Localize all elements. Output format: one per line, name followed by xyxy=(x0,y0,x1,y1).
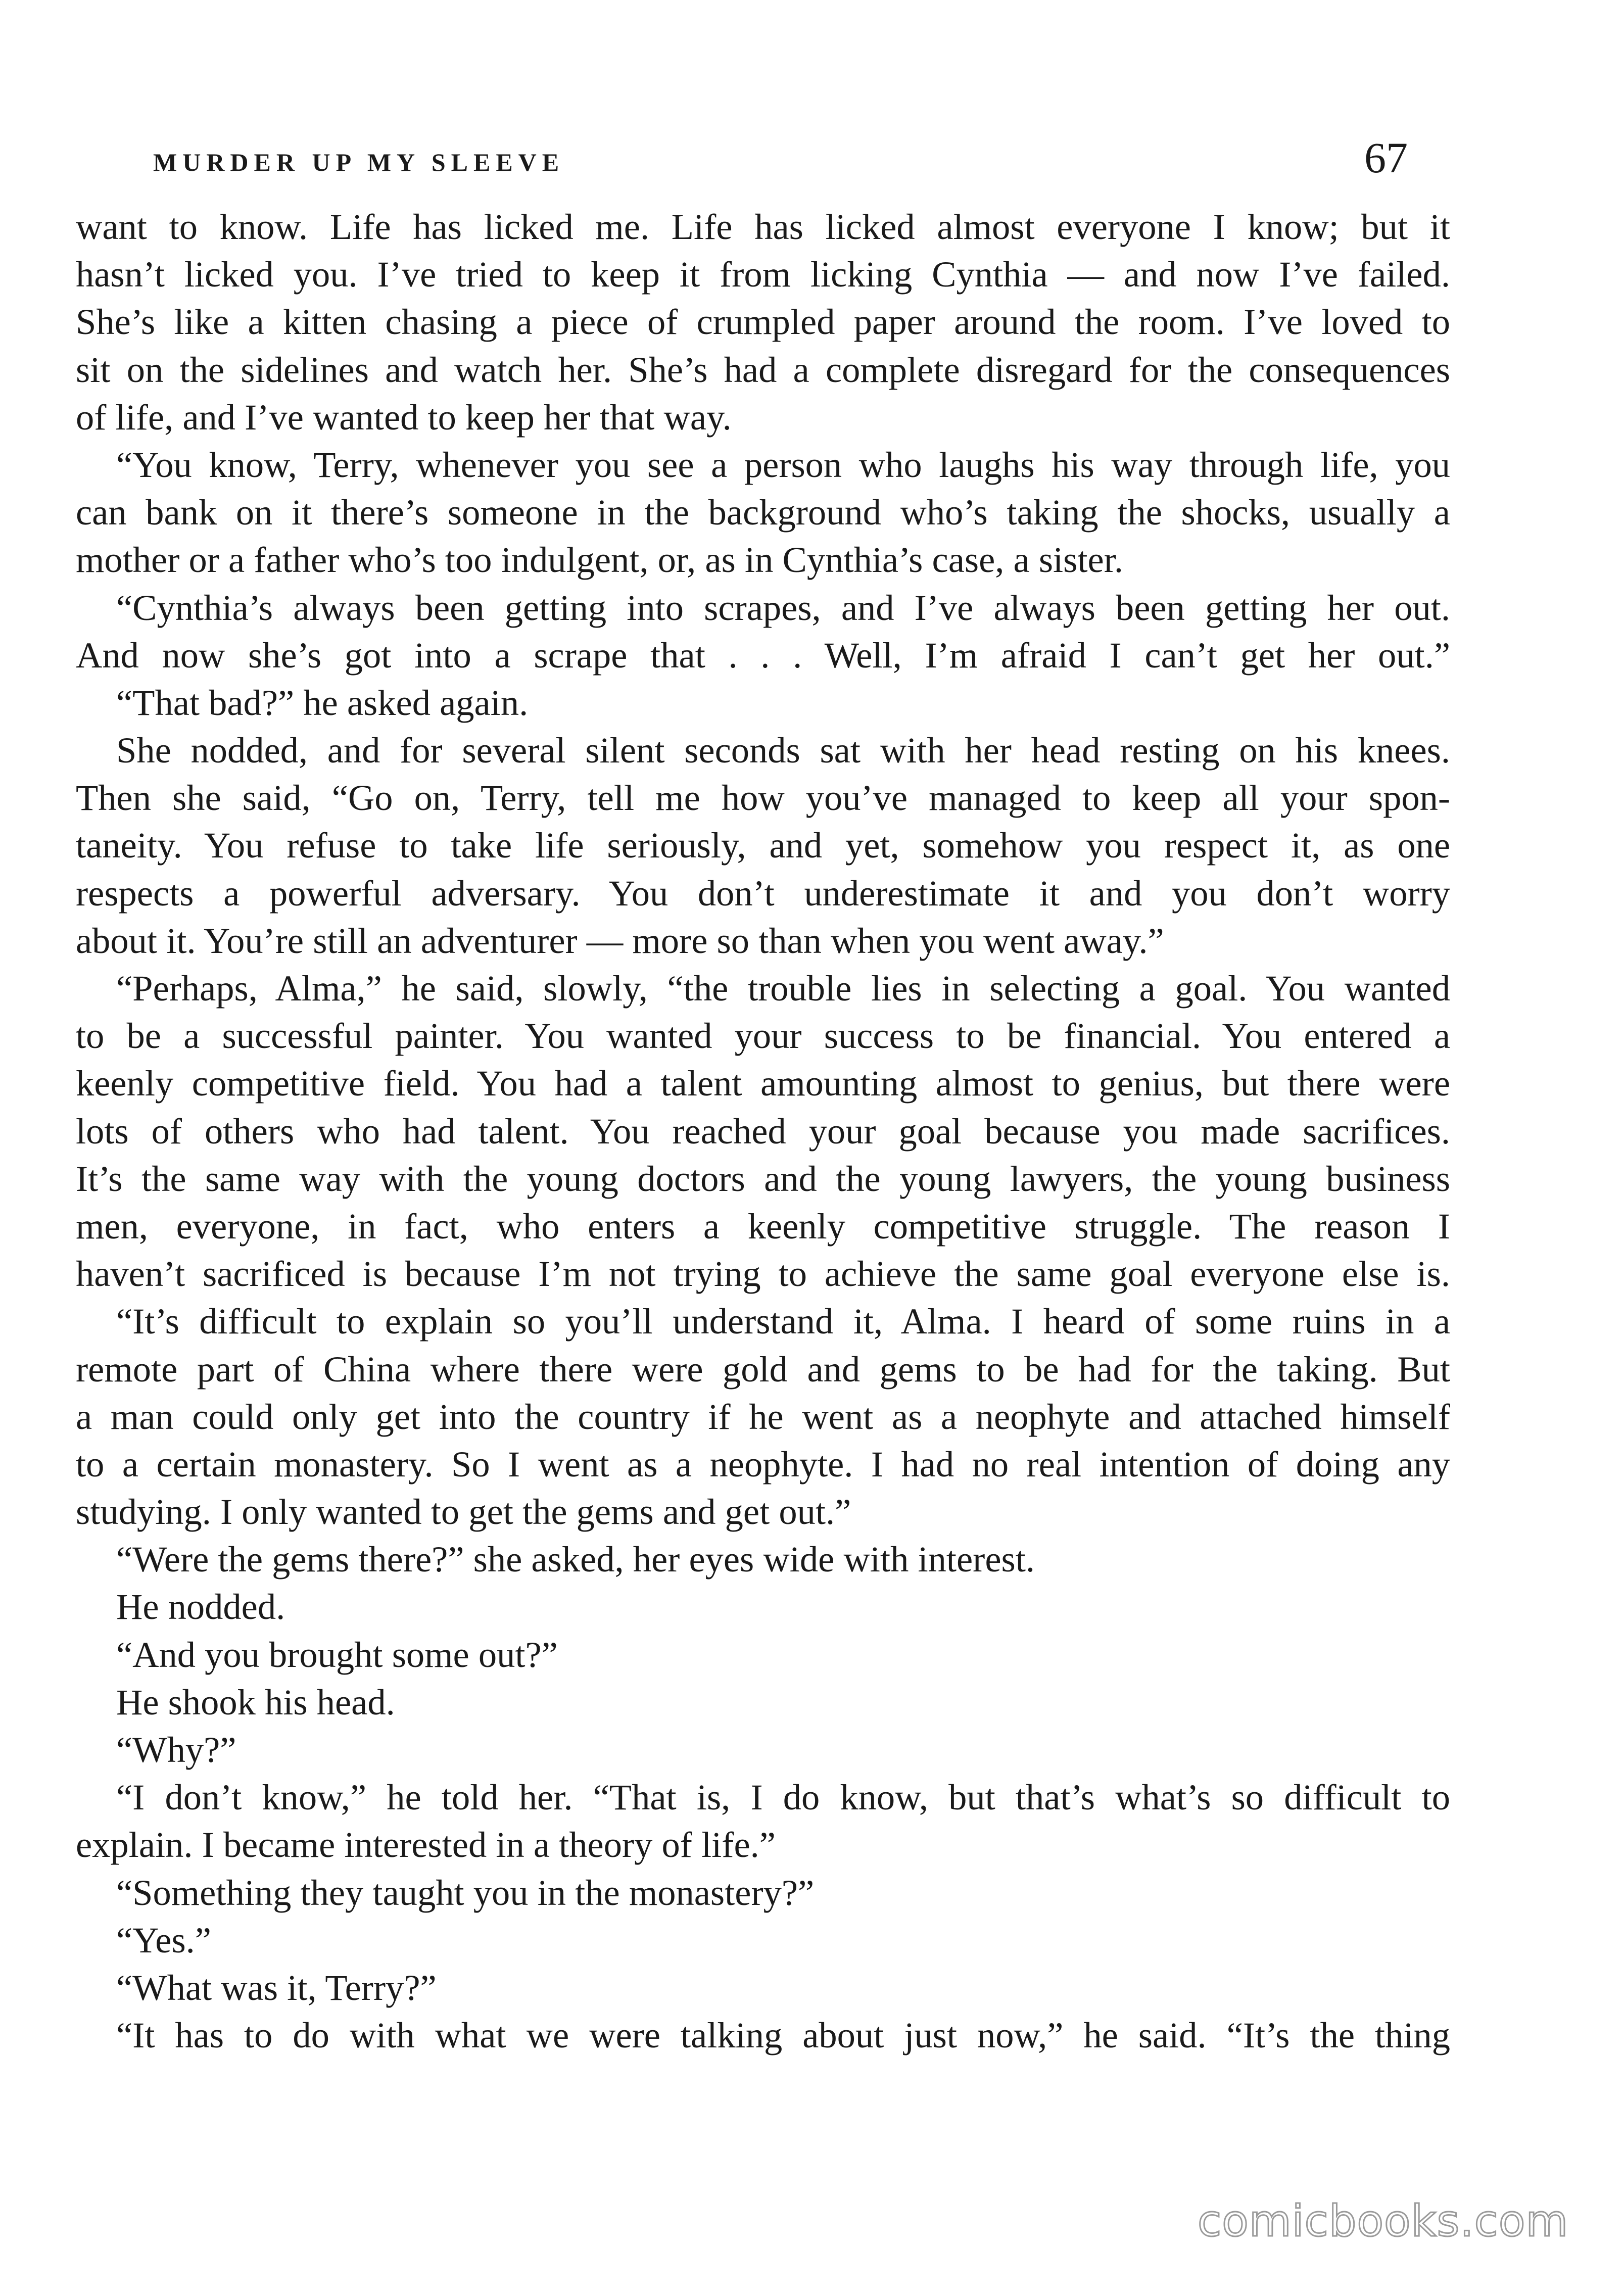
text-line: to a certain monastery. So I went as a neophyte. I had no real intention of doing any xyxy=(76,1443,1450,1485)
text-line: She nodded, and for several silent seconds sat with her head resting on his knees. xyxy=(116,730,1450,771)
text-line: explain. I became interested in a theory of life.” xyxy=(76,1824,776,1866)
text-line: about it. You’re still an adventurer — more so than when you went away.” xyxy=(76,920,1164,961)
text-line: “Why?” xyxy=(116,1729,236,1770)
text-line: want to know. Life has licked me. Life has licked almost everyone I know; but it xyxy=(76,206,1450,247)
text-line: “Perhaps, Alma,” he said, slowly, “the trouble lies in selecting a goal. You wanted xyxy=(116,968,1450,1009)
text-line: “I don’t know,” he told her. “That is, I do know, but that’s what’s so difficult to xyxy=(116,1777,1450,1818)
text-line: “What was it, Terry?” xyxy=(116,1967,437,2008)
page-number: 67 xyxy=(1364,133,1408,182)
text-line: of life, and I’ve wanted to keep her that way. xyxy=(76,396,732,438)
text-line: respects a powerful adversary. You don’t underestimate it and you don’t worry xyxy=(76,872,1450,914)
text-line: studying. I only wanted to get the gems and get out.” xyxy=(76,1491,851,1533)
text-line: “That bad?” he asked again. xyxy=(116,682,529,723)
text-line: taneity. You refuse to take life seriously, and yet, somehow you respect it, as one xyxy=(76,825,1450,866)
text-line: sit on the sidelines and watch her. She’s had a complete disregard for the consequences xyxy=(76,349,1450,390)
text-line: “Yes.” xyxy=(116,1919,211,1961)
watermark: comicbooks.com xyxy=(1198,2196,1569,2246)
text-line: men, everyone, in fact, who enters a keenly competitive struggle. The reason I xyxy=(76,1205,1450,1247)
text-line: Then she said, “Go on, Terry, tell me how you’ve managed to keep all your spon- xyxy=(76,777,1450,819)
text-line: And now she’s got into a scrape that . . . Well, I’m afraid I can’t get her out.” xyxy=(76,634,1450,676)
text-line: a man could only get into the country if he went as a neophyte and attached himself xyxy=(76,1396,1450,1437)
text-line: “It’s difficult to explain so you’ll understand it, Alma. I heard of some ruins in a xyxy=(116,1301,1450,1342)
text-line: “Cynthia’s always been getting into scrapes, and I’ve always been getting her out. xyxy=(116,587,1450,628)
text-line: haven’t sacrificed is because I’m not trying to achieve the same goal everyone else is. xyxy=(76,1253,1450,1295)
text-line: He shook his head. xyxy=(116,1681,395,1723)
text-line: to be a successful painter. You wanted your success to be financial. You entered a xyxy=(76,1015,1450,1057)
body-text xyxy=(76,203,1450,2059)
text-line: remote part of China where there were gold and gems to be had for the taking. But xyxy=(76,1348,1450,1390)
text-line: mother or a father who’s too indulgent, or, as in Cynthia’s case, a sister. xyxy=(76,539,1123,581)
text-line: keenly competitive field. You had a talent amounting almost to genius, but there were xyxy=(76,1063,1450,1104)
text-line: She’s like a kitten chasing a piece of crumpled paper around the room. I’ve loved to xyxy=(76,301,1450,343)
text-line: He nodded. xyxy=(116,1586,285,1628)
text-line: “Something they taught you in the monastery?” xyxy=(116,1872,815,1913)
text-line: hasn’t licked you. I’ve tried to keep it from licking Cynthia — and now I’ve failed. xyxy=(76,254,1450,295)
text-line: lots of others who had talent. You reached your goal because you made sacrifices. xyxy=(76,1110,1450,1152)
text-line: “You know, Terry, whenever you see a person who laughs his way through life, you xyxy=(116,444,1450,485)
text-line: “It has to do with what we were talking about just now,” he said. “It’s the thing xyxy=(116,2015,1450,2056)
text-line: “And you brought some out?” xyxy=(116,1634,558,1675)
text-line: It’s the same way with the young doctors and the young lawyers, the young business xyxy=(76,1158,1450,1199)
text-line: “Were the gems there?” she asked, her eyes wide with interest. xyxy=(116,1539,1035,1580)
running-title: MURDER UP MY SLEEVE xyxy=(153,148,565,176)
text-line: can bank on it there’s someone in the background who’s taking the shocks, usually a xyxy=(76,492,1450,533)
